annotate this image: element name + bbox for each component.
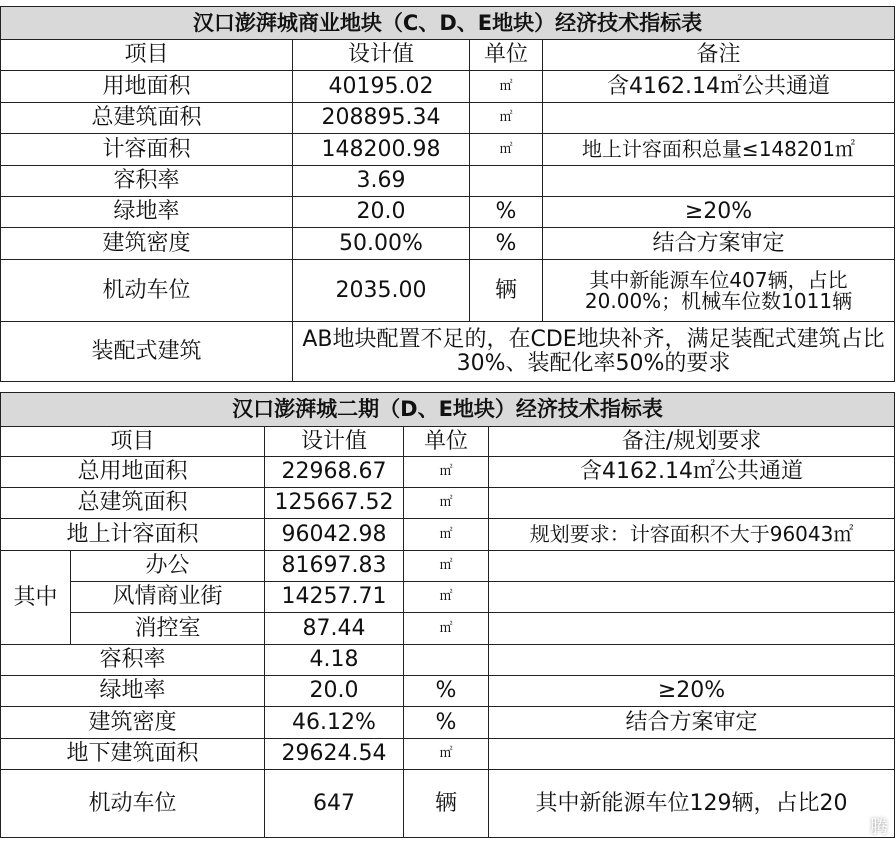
cell-value: 81697.83	[265, 551, 404, 582]
cell-item: 容积率	[1, 645, 265, 676]
cell-unit: %	[470, 197, 543, 228]
table-row	[1, 676, 895, 707]
cell-note	[489, 739, 895, 770]
cell-unit: %	[470, 228, 543, 260]
cell-note	[489, 551, 895, 582]
cell-item: 地上计容面积	[1, 519, 265, 551]
cell-value: 4.18	[265, 645, 404, 676]
table-subrow	[1, 551, 895, 582]
cell-value: 208895.34	[293, 103, 470, 134]
cell-value: 29624.54	[265, 739, 404, 770]
cell-item: 用地面积	[1, 71, 293, 103]
cell-value: 50.00%	[293, 228, 470, 260]
header-unit: 单位	[470, 40, 543, 71]
header-item: 项目	[1, 427, 265, 457]
table-phase2-de	[0, 392, 895, 838]
header-note: 备注	[543, 40, 895, 71]
cell-unit: ㎡	[404, 488, 489, 519]
cell-note: 规划要求：计容面积不大于96043㎡	[489, 519, 895, 551]
cell-item: 机动车位	[1, 770, 265, 838]
cell-note	[543, 103, 895, 134]
cell-unit: %	[404, 707, 489, 739]
table-subrow	[1, 613, 895, 645]
cell-value: 20.0	[265, 676, 404, 707]
cell-value: 87.44	[265, 613, 404, 645]
table-row	[1, 707, 895, 739]
cell-value: 14257.71	[265, 582, 404, 613]
cell-note: 其中新能源车位407辆，占比20.00%；机械车位数1011辆	[543, 260, 895, 322]
cell-value: 22968.67	[265, 457, 404, 488]
cell-note: 含4162.14㎡公共通道	[543, 71, 895, 103]
cell-unit: ㎡	[404, 739, 489, 770]
cell-value: 125667.52	[265, 488, 404, 519]
table2-title: 汉口澎湃城二期（D、E地块）经济技术指标表	[1, 393, 895, 427]
cell-note: 地上计容面积总量≤148201㎡	[543, 134, 895, 166]
table-row	[1, 103, 895, 134]
table-row	[1, 770, 895, 838]
header-value: 设计值	[265, 427, 404, 457]
table1-title: 汉口澎湃城商业地块（C、D、E地块）经济技术指标表	[1, 7, 895, 40]
group-label: 其中	[1, 551, 71, 645]
header-unit: 单位	[404, 427, 489, 457]
table-row	[1, 166, 895, 197]
table-row	[1, 197, 895, 228]
cell-item: 绿地率	[1, 197, 293, 228]
table-row	[1, 739, 895, 770]
cell-item: 消控室	[71, 613, 265, 645]
cell-unit: 辆	[404, 770, 489, 838]
cell-unit: ㎡	[404, 582, 489, 613]
cell-value: 647	[265, 770, 404, 838]
cell-note	[489, 645, 895, 676]
cell-item: 装配式建筑	[1, 322, 293, 382]
cell-item: 总建筑面积	[1, 488, 265, 519]
table-row	[1, 488, 895, 519]
table-row	[1, 645, 895, 676]
cell-note	[489, 582, 895, 613]
cell-value: 40195.02	[293, 71, 470, 103]
table-row-prefab	[1, 322, 895, 382]
cell-value: 3.69	[293, 166, 470, 197]
table-row	[1, 228, 895, 260]
cell-unit: ㎡	[404, 457, 489, 488]
header-item: 项目	[1, 40, 293, 71]
table-row	[1, 134, 895, 166]
cell-note: ≥20%	[543, 197, 895, 228]
table-row	[1, 260, 895, 322]
table-commercial-cde	[0, 6, 895, 382]
table-row	[1, 519, 895, 551]
cell-item: 机动车位	[1, 260, 293, 322]
cell-note	[543, 166, 895, 197]
cell-unit: ㎡	[404, 519, 489, 551]
cell-value: 96042.98	[265, 519, 404, 551]
cell-item: 地下建筑面积	[1, 739, 265, 770]
cell-item: 总建筑面积	[1, 103, 293, 134]
table-row	[1, 71, 895, 103]
cell-unit: %	[404, 676, 489, 707]
cell-unit	[470, 166, 543, 197]
cell-note: 含4162.14㎡公共通道	[489, 457, 895, 488]
cell-unit: ㎡	[404, 551, 489, 582]
table1-header-row	[1, 40, 895, 71]
cell-note: 结合方案审定	[489, 707, 895, 739]
cell-unit: 辆	[470, 260, 543, 322]
cell-item: 容积率	[1, 166, 293, 197]
cell-item: 总用地面积	[1, 457, 265, 488]
table2-header-row	[1, 427, 895, 457]
cell-note: 其中新能源车位129辆，占比20	[489, 770, 895, 838]
cell-note	[489, 613, 895, 645]
cell-unit: ㎡	[470, 71, 543, 103]
cell-note: AB地块配置不足的，在CDE地块补齐，满足装配式建筑占比30%、装配化率50%的要求	[293, 322, 895, 382]
cell-unit: ㎡	[470, 103, 543, 134]
cell-value: 148200.98	[293, 134, 470, 166]
cell-note: ≥20%	[489, 676, 895, 707]
cell-item: 风情商业街	[71, 582, 265, 613]
header-value: 设计值	[293, 40, 470, 71]
header-note: 备注/规划要求	[489, 427, 895, 457]
cell-item: 办公	[71, 551, 265, 582]
cell-unit: ㎡	[470, 134, 543, 166]
table-subrow	[1, 582, 895, 613]
cell-note	[489, 488, 895, 519]
cell-item: 建筑密度	[1, 228, 293, 260]
cell-note: 结合方案审定	[543, 228, 895, 260]
watermark: 腾	[870, 817, 888, 838]
cell-item: 建筑密度	[1, 707, 265, 739]
cell-unit: ㎡	[404, 613, 489, 645]
cell-item: 绿地率	[1, 676, 265, 707]
cell-item: 计容面积	[1, 134, 293, 166]
cell-value: 2035.00	[293, 260, 470, 322]
cell-unit	[404, 645, 489, 676]
cell-value: 20.0	[293, 197, 470, 228]
cell-value: 46.12%	[265, 707, 404, 739]
table-row	[1, 457, 895, 488]
